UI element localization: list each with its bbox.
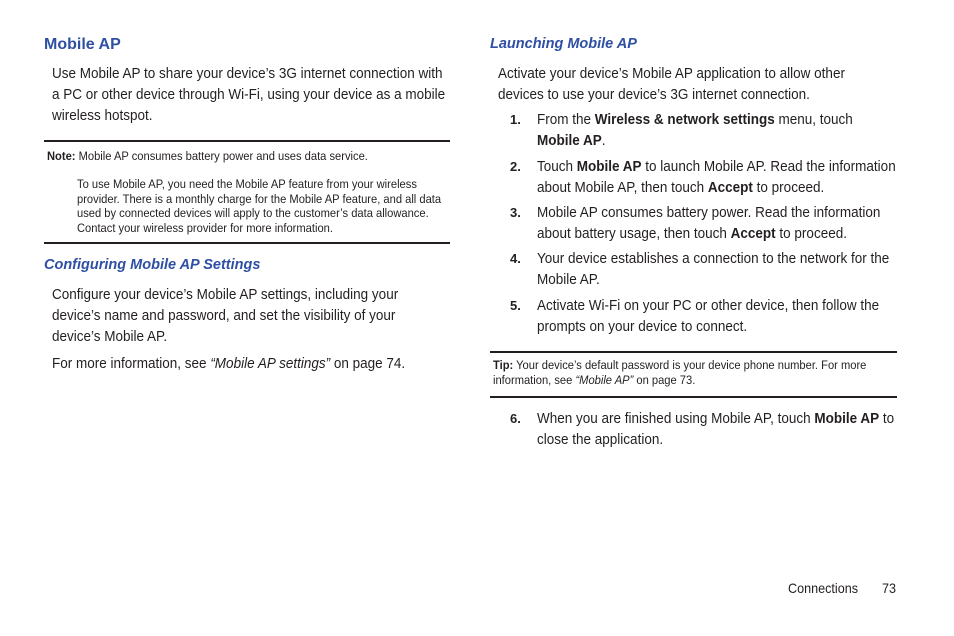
note-text: Mobile AP consumes battery power and uses data service. xyxy=(78,149,368,163)
more-info-prefix: For more information, see xyxy=(52,355,211,372)
tip-text: Your device’s default password is your device phone number. For more information, see xyxy=(493,358,867,387)
intro-paragraph: Use Mobile AP to share your device’s 3G internet connection with a PC or other device through Wi-Fi, using your device as a mobile wireless hotspot. xyxy=(52,65,446,124)
step-text: Touch Mobile AP to launch Mobile AP. Read the information about Mobile AP, then touch Accept to proceed. xyxy=(537,158,896,196)
step-text: Activate Wi-Fi on your PC or other device, then follow the prompts on your device to connect. xyxy=(537,297,880,335)
tip-top-rule xyxy=(490,351,897,353)
note-label: Note: xyxy=(47,149,76,163)
section-heading: Mobile AP xyxy=(44,36,121,53)
launch-intro: Activate your device’s Mobile AP application to allow other devices to use your device’s 3G internet connection. xyxy=(498,65,845,103)
step-number: 6. xyxy=(510,411,521,426)
step-number: 5. xyxy=(510,298,521,313)
more-info-paragraph xyxy=(52,353,448,374)
configuring-subheading: Configuring Mobile AP Settings xyxy=(44,257,261,273)
launching-subheading: Launching Mobile AP xyxy=(490,36,637,52)
tip-line xyxy=(493,358,898,387)
note-line xyxy=(47,149,443,164)
note-detail: To use Mobile AP, you need the Mobile AP feature from your wireless provider. There is a monthly charge for the Mobile AP feature, and all data used by connected devices will apply to the customer’s data allowance. Contact your wireless provider for more information. xyxy=(77,177,442,235)
footer-section: Connections xyxy=(788,580,859,596)
step-number: 2. xyxy=(510,159,521,174)
step-number: 3. xyxy=(510,205,521,220)
tip-suffix: on page 73. xyxy=(633,372,696,387)
step-text: When you are finished using Mobile AP, touch Mobile AP to close the application. xyxy=(537,410,895,448)
step-number: 1. xyxy=(510,112,521,127)
config-paragraph: Configure your device’s Mobile AP settings, including your device’s name and password, and set the visibility of your device’s Mobile AP. xyxy=(52,286,399,345)
tip-link[interactable]: “Mobile AP” xyxy=(575,372,634,387)
more-info-suffix: on page 74. xyxy=(330,355,406,372)
note-top-rule xyxy=(44,140,450,142)
more-info-link[interactable]: “Mobile AP settings” xyxy=(210,355,331,372)
tip-bottom-rule xyxy=(490,396,897,398)
step-text: Your device establishes a connection to the network for the Mobile AP. xyxy=(537,250,890,288)
note-bottom-rule xyxy=(44,242,450,244)
step-text: From the Wireless & network settings menu, touch Mobile AP. xyxy=(537,111,853,149)
page-number: 73 xyxy=(882,580,897,596)
step-text: Mobile AP consumes battery power. Read the information about battery usage, then touch Accept to proceed. xyxy=(537,204,881,242)
step-number: 4. xyxy=(510,251,521,266)
tip-label: Tip: xyxy=(493,358,514,372)
